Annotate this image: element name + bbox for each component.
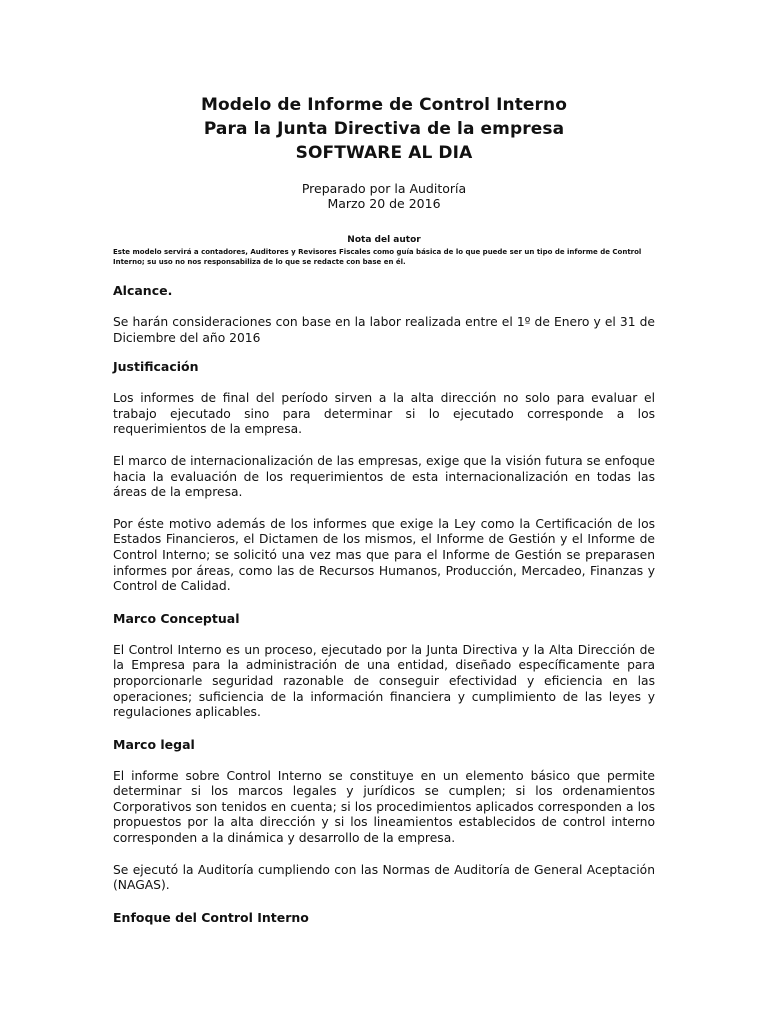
section-paragraph: El informe sobre Control Interno se constituye en un elemento básico que permite determinar si los marcos legales y jurídicos se cumplen; si los ordenamientos Corporativos son tenidos en cuenta; si los procedimientos aplicados corresponden a los propuestos por la alta dirección y si los lineamientos establecidos de control interno corresponden a la dinámica y desarrollo de la empresa.: [113, 768, 655, 846]
report-date: Marzo 20 de 2016: [327, 196, 441, 211]
prepared-block: [0, 181, 768, 211]
section-paragraph: El marco de internacionalización de las empresas, exige que la visión futura se enfoque hacia la evaluación de los requerimientos de esta internacionalización en todas las áreas de la empresa.: [113, 453, 655, 500]
author-note-text: Este modelo servirá a contadores, Auditores y Revisores Fiscales como guía básica de lo que puede ser un tipo de informe de Control Interno; su uso no nos responsabiliza de lo que se redacte con base en él.: [113, 248, 642, 266]
section-heading-marco-legal: Marco legal: [113, 736, 195, 752]
title-line-1: Modelo de Informe de Control Interno: [200, 95, 568, 115]
document-body: [113, 283, 655, 942]
section-paragraph: El Control Interno es un proceso, ejecutado por la Junta Directiva y la Alta Dirección de la Empresa para la administración de una entidad, diseñado específicamente para proporcionarle seguridad razonable de conseguir efectividad y eficiencia en las operaciones; suficiencia de la información financiera y cumplimiento de las leyes y regulaciones aplicables.: [113, 642, 655, 720]
section-paragraph: Por éste motivo además de los informes que exige la Ley como la Certificación de los Estados Financieros, el Dictamen de los mismos, el Informe de Gestión y el Informe de Control Interno; se solicitó una vez mas que para el Informe de Gestión se preparasen informes por áreas, como las de Recursos Humanos, Producción, Mercadeo, Finanzas y Control de Calidad.: [113, 516, 655, 594]
section-paragraph: Se ejecutó la Auditoría cumpliendo con las Normas de Auditoría de General Aceptación (NAGAS).: [113, 862, 655, 893]
title-line-3: SOFTWARE AL DIA: [295, 143, 473, 163]
prepared-by: Preparado por la Auditoría: [301, 181, 467, 196]
section-heading-enfoque: Enfoque del Control Interno: [113, 909, 309, 925]
section-paragraph: Se harán consideraciones con base en la labor realizada entre el 1º de Enero y el 31 de Diciembre del año 2016: [113, 315, 655, 345]
section-heading-marco-conceptual: Marco Conceptual: [113, 610, 240, 626]
title-line-2: Para la Junta Directiva de la empresa: [203, 119, 565, 139]
section-heading-justificacion: Justificación: [113, 359, 199, 375]
document-title: [0, 93, 768, 165]
author-note-title: Nota del autor: [347, 235, 421, 245]
section-heading-alcance: Alcance.: [113, 283, 173, 298]
section-paragraph: Los informes de final del período sirven a la alta dirección no solo para evaluar el trabajo ejecutado sino para determinar si lo ejecutado corresponde a los requerimientos de la empresa.: [113, 391, 655, 437]
